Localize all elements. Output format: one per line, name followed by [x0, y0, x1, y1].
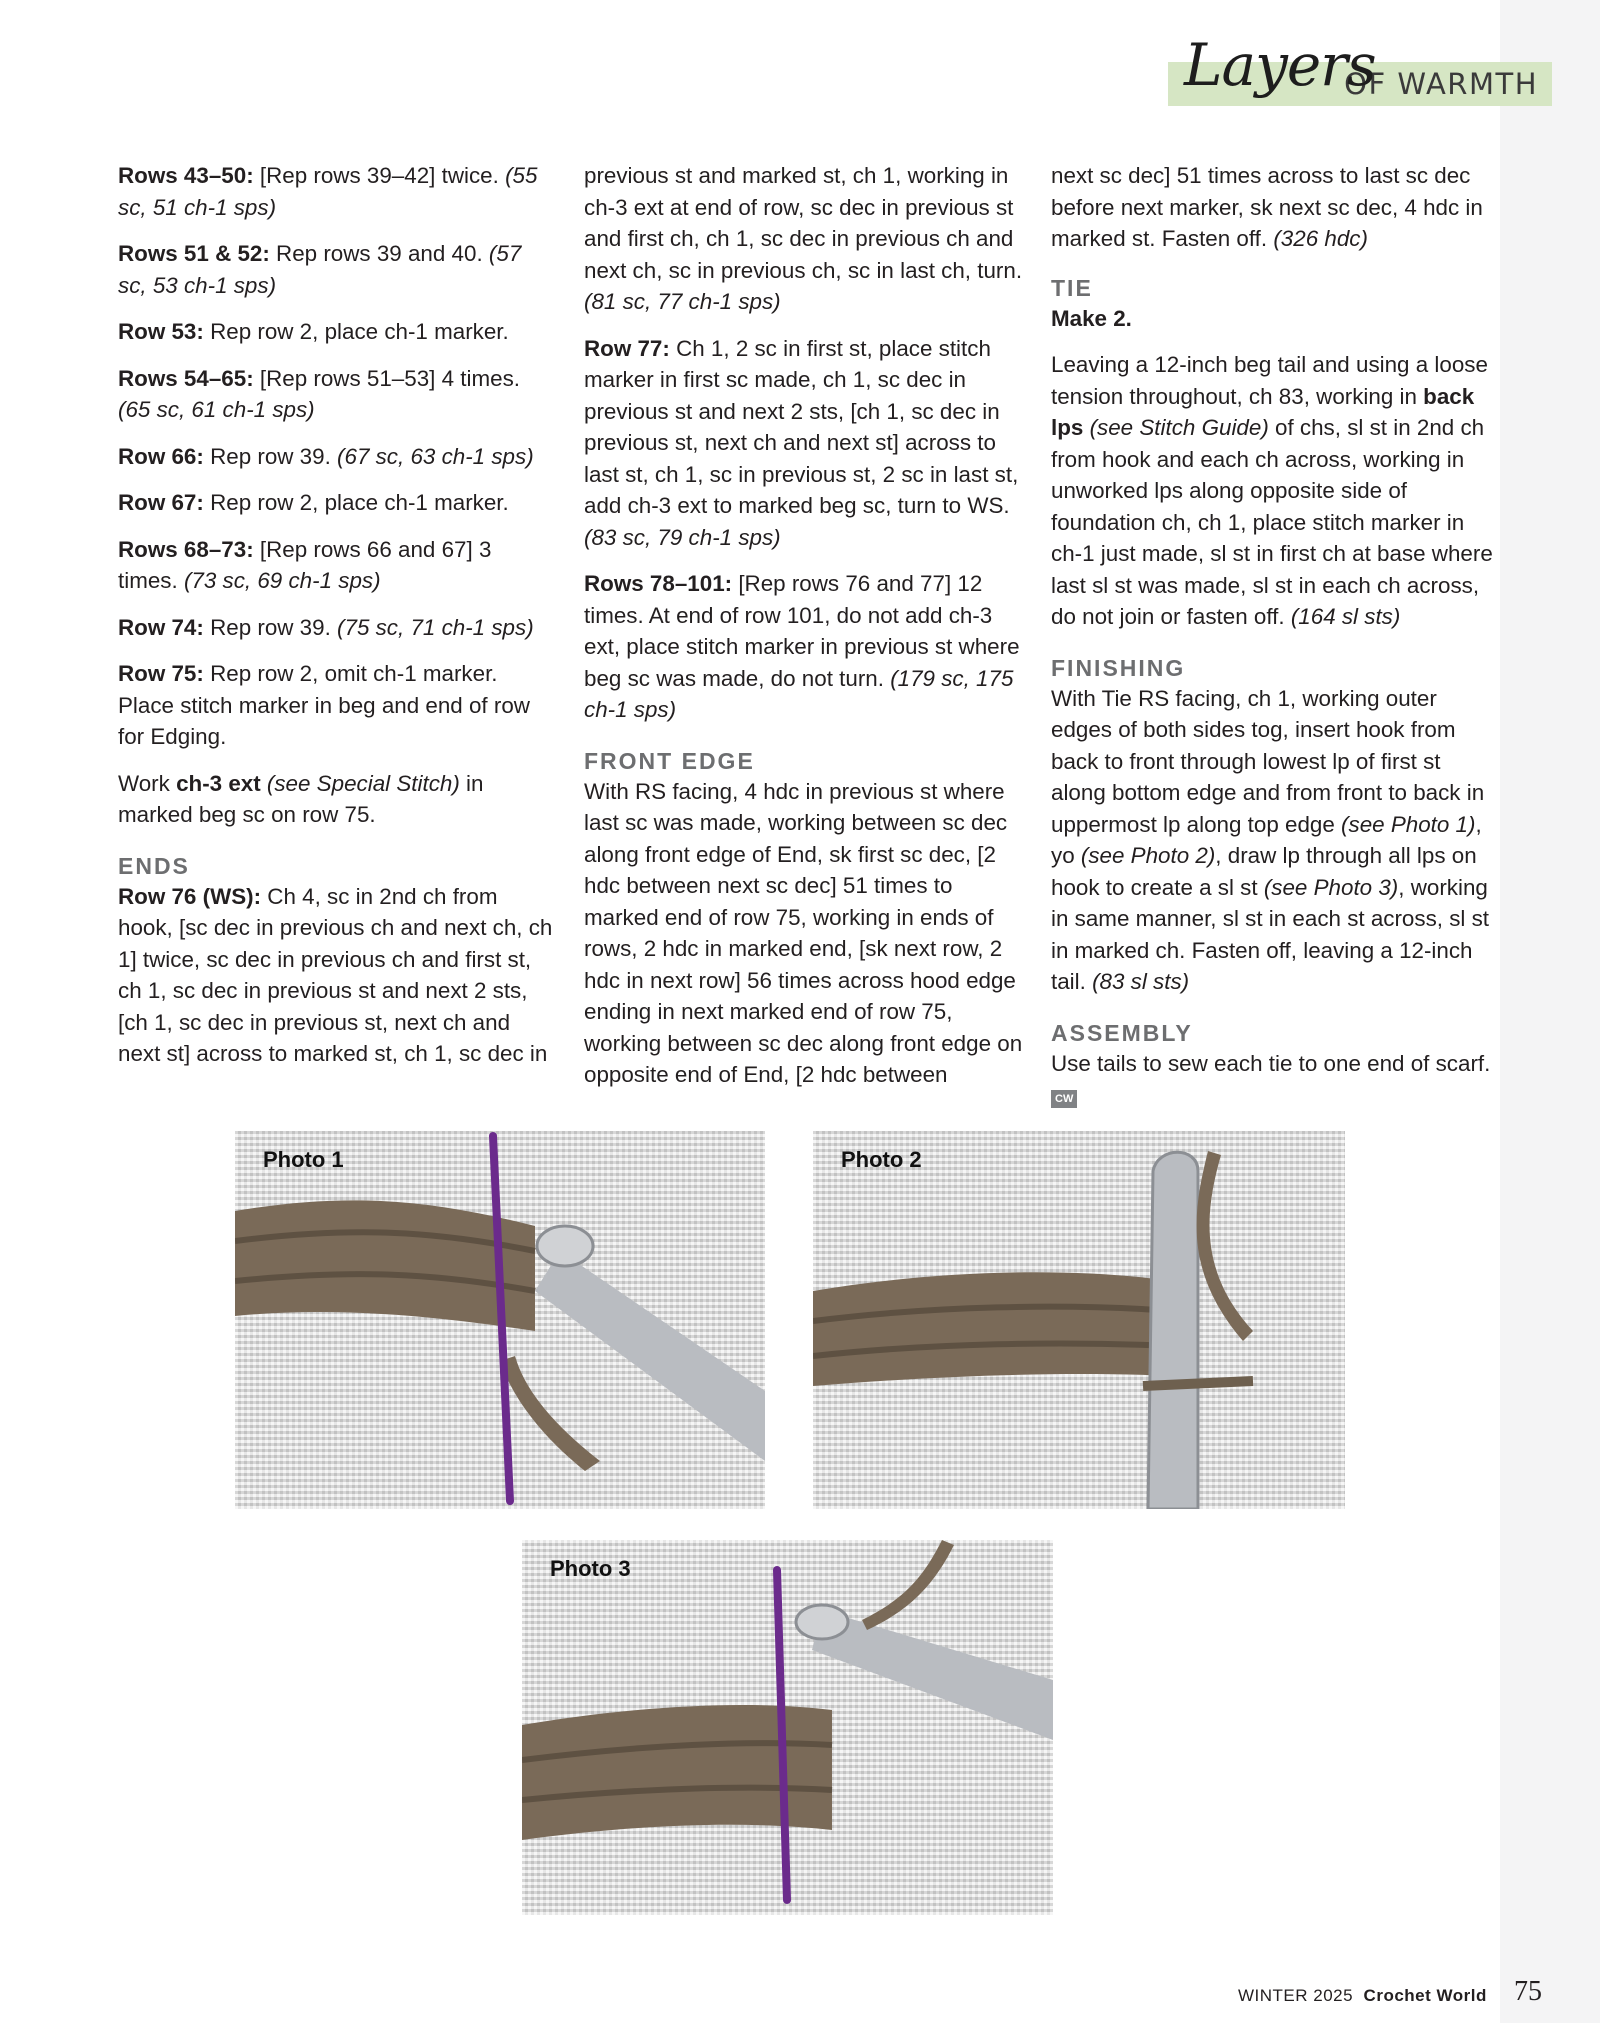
row-label: Rows 51 & 52: [118, 241, 270, 266]
paragraph-row-76-cont [584, 160, 1024, 318]
row-text: previous st and marked st, ch 1, working in ch-3 ext at end of row, sc dec in previous st and first ch, ch 1, sc dec in previous ch and next ch, sc in previous ch, sc in last ch, turn. [584, 163, 1023, 283]
crochet-hook [1148, 1152, 1198, 1509]
paragraph-tie [1051, 349, 1497, 633]
paragraph-row-66 [118, 441, 554, 473]
row-label: Row 77: [584, 335, 670, 361]
paragraph-row-67 [118, 487, 554, 519]
row-text: Ch 1, 2 sc in first st, place stitch marker in first sc made, ch 1, sc dec in previous st and next 2 sts, [ch 1, sc dec in previous st, next ch and next st] across to last st, ch 1, sc in previous st, 2 sc in last st, add ch-3 ext to marked beg sc, turn to WS. [584, 335, 1019, 518]
make-count [1051, 303, 1497, 335]
photo-reference: (see Photo 1) [1341, 811, 1476, 837]
text-column-2 [584, 160, 1024, 1091]
paragraph-rows-68-73 [118, 534, 554, 597]
make-label: Make 2. [1051, 305, 1132, 331]
crochet-fabric [813, 1272, 1173, 1386]
crochet-hook-shaft [535, 1251, 765, 1461]
text-column-1 [118, 160, 554, 1070]
photo-2-illustration [813, 1131, 1345, 1509]
row-text: [Rep rows 39–42] twice. [253, 163, 506, 188]
row-text: next sc dec] 51 times across to last sc dec before next marker, sk next sc dec, 4 hdc in marked st. Fasten off. [1051, 163, 1483, 251]
text: , yo [1051, 811, 1482, 868]
heading-ends: ENDS [118, 852, 190, 879]
row-count: (81 sc, 77 ch-1 sps) [584, 289, 781, 314]
photo-3 [522, 1540, 1053, 1915]
row-count: (164 sl sts) [1290, 604, 1401, 629]
paragraph-front-edge [584, 776, 1024, 1091]
row-count: (67 sc, 63 ch-1 sps) [337, 443, 534, 469]
paragraph-row-53 [118, 316, 554, 348]
issue-label: WINTER 2025 [1238, 1986, 1354, 2005]
photo-1 [235, 1131, 765, 1509]
paragraph-rows-51-52 [118, 238, 554, 301]
text: , working in same manner, sl st in each st across, sl st in marked ch. Fasten off, leaving a 12-inch tail. [1051, 874, 1490, 994]
row-text: [Rep rows 76 and 77] 12 times. At end of row 101, do not add ch-3 ext, place stitch marker in previous st where beg sc was made, do not turn. [584, 571, 1020, 691]
magazine-title: Crochet World [1363, 1986, 1487, 2005]
heading-assembly: ASSEMBLY [1051, 1019, 1193, 1046]
crochet-fabric [235, 1200, 535, 1331]
row-count: (83 sc, 79 ch-1 sps) [584, 524, 781, 550]
text-column-3 [1051, 160, 1497, 1111]
row-text: Rep row 2, place ch-1 marker. [203, 490, 509, 515]
text: of chs, sl st in 2nd ch from hook and each ch across, working in unworked lps along opposite side of foundation ch, ch 1, place stitch marker in ch-1 just made, sl st in first ch at base where last sl st was made, sl st in each ch across, do not join or fasten off. [1051, 415, 1493, 629]
paragraph-rows-54-65 [118, 363, 554, 426]
row-text: Rep row 39. [203, 443, 338, 469]
row-label: Row 74: [118, 614, 204, 640]
paragraph-row-74 [118, 612, 554, 644]
photo-1-label: Photo 1 [263, 1147, 344, 1172]
paragraph-assembly: Use tails to sew each tie to one end of scarf. [1051, 1050, 1491, 1076]
row-label: Row 66: [118, 443, 204, 469]
paragraph-front-edge-cont [1051, 160, 1497, 255]
crochet-hook-head [537, 1226, 593, 1266]
row-count: (55 sc, 51 ch-1 sps) [118, 163, 538, 220]
paragraph-finishing [1051, 683, 1497, 998]
crochet-hook-head [796, 1605, 848, 1639]
text: With Tie RS facing, ch 1, working outer edges of both sides tog, insert hook from back to front through lowest lp of first st along bottom edge and from front to back in uppermost lp along top edge [1051, 685, 1485, 837]
text: Leaving a 12-inch beg tail and using a loose tension throughout, ch 83, working in [1051, 352, 1488, 409]
marker-needle [777, 1570, 787, 1900]
heading-front-edge: FRONT EDGE [584, 747, 755, 774]
photo-3-label: Photo 3 [550, 1556, 631, 1581]
text: in marked beg sc on row 75. [118, 770, 484, 827]
row-count: (326 hdc) [1273, 226, 1368, 251]
row-label: Rows 43–50: [118, 163, 254, 188]
text: , draw lp through all lps on hook to create a sl st [1051, 843, 1477, 900]
row-text: [Rep rows 66 and 67] 3 times. [118, 536, 492, 593]
paragraph-rows-43-50 [118, 160, 554, 223]
photo-3-illustration [522, 1540, 1053, 1915]
row-text: With RS facing, 4 hdc in previous st where last sc was made, working between sc dec along front edge of End, sk first sc dec, [2 hdc between next sc dec] 51 times to marked end of row 75, working in ends of rows, 2 hdc in marked end, [sk next row, 2 hdc in next row] 56 times across hood edge ending in next marked end of row 75, working between sc dec along front edge on opposite end of End, [2 hdc between [584, 778, 1023, 1087]
heading-tie: TIE [1051, 274, 1093, 301]
footer-credit [1238, 1986, 1487, 2006]
text: Work [118, 770, 177, 796]
row-label: Rows 54–65: [118, 365, 254, 391]
row-count: (73 sc, 69 ch-1 sps) [183, 568, 381, 593]
page-edge-band [1500, 0, 1600, 2023]
row-label: Row 53: [118, 319, 204, 344]
row-text: Rep row 2, place ch-1 marker. [203, 319, 509, 344]
crochet-hook-shaft [812, 1610, 1053, 1740]
working-yarn [1197, 1151, 1253, 1341]
yarn-tail [500, 1356, 600, 1471]
row-count: (83 sl sts) [1092, 969, 1190, 994]
photo-2-label: Photo 2 [841, 1147, 922, 1172]
term-bold: back lps [1051, 383, 1475, 440]
row-label: Row 75: [118, 661, 204, 686]
row-label: Row 67: [118, 490, 204, 515]
reference: (see Stitch Guide) [1083, 415, 1269, 440]
page-number: 75 [1514, 1976, 1542, 2007]
reference: (see Special Stitch) [260, 770, 460, 796]
paragraph-row-75 [118, 658, 554, 753]
loop-on-hook [1143, 1381, 1253, 1386]
photo-reference: (see Photo 3) [1263, 874, 1399, 900]
row-count: (65 sc, 61 ch-1 sps) [118, 397, 315, 422]
row-count: (57 sc, 53 ch-1 sps) [118, 241, 522, 298]
row-text: Rep row 2, omit ch-1 marker. Place stitch marker in beg and end of row for Edging. [118, 661, 530, 749]
photo-1-illustration [235, 1131, 765, 1509]
row-label: Row 76 (WS): [118, 883, 262, 909]
row-text: Rep rows 39 and 40. [269, 241, 489, 266]
paragraph-ch3-ext [118, 768, 554, 831]
photo-2 [813, 1131, 1345, 1509]
row-count: (75 sc, 71 ch-1 sps) [337, 614, 534, 640]
heading-finishing: FINISHING [1051, 654, 1186, 681]
term-bold: ch-3 ext [176, 770, 261, 796]
paragraph-row-77 [584, 333, 1024, 554]
working-yarn [862, 1540, 954, 1630]
row-count: (179 sc, 175 ch-1 sps) [584, 665, 1014, 722]
row-text: [Rep rows 51–53] 4 times. [253, 365, 520, 391]
row-label: Rows 78–101: [584, 571, 733, 596]
paragraph-rows-78-101 [584, 568, 1024, 726]
header-subtitle: OF WARMTH [1344, 67, 1538, 101]
paragraph-row-76 [118, 881, 554, 1070]
header-script-title: Layers [1184, 31, 1376, 99]
photo-reference: (see Photo 2) [1080, 843, 1216, 868]
row-label: Rows 68–73: [118, 536, 254, 562]
row-text: Ch 4, sc in 2nd ch from hook, [sc dec in previous ch and next ch, ch 1] twice, sc dec in previous ch and first st, ch 1, sc dec in previous st and next 2 sts, [ch 1, sc dec in previous st, next ch and next st] across to marked st, ch 1, sc dec in [118, 883, 553, 1066]
end-badge: CW [1051, 1090, 1077, 1108]
row-text: Rep row 39. [203, 614, 338, 640]
